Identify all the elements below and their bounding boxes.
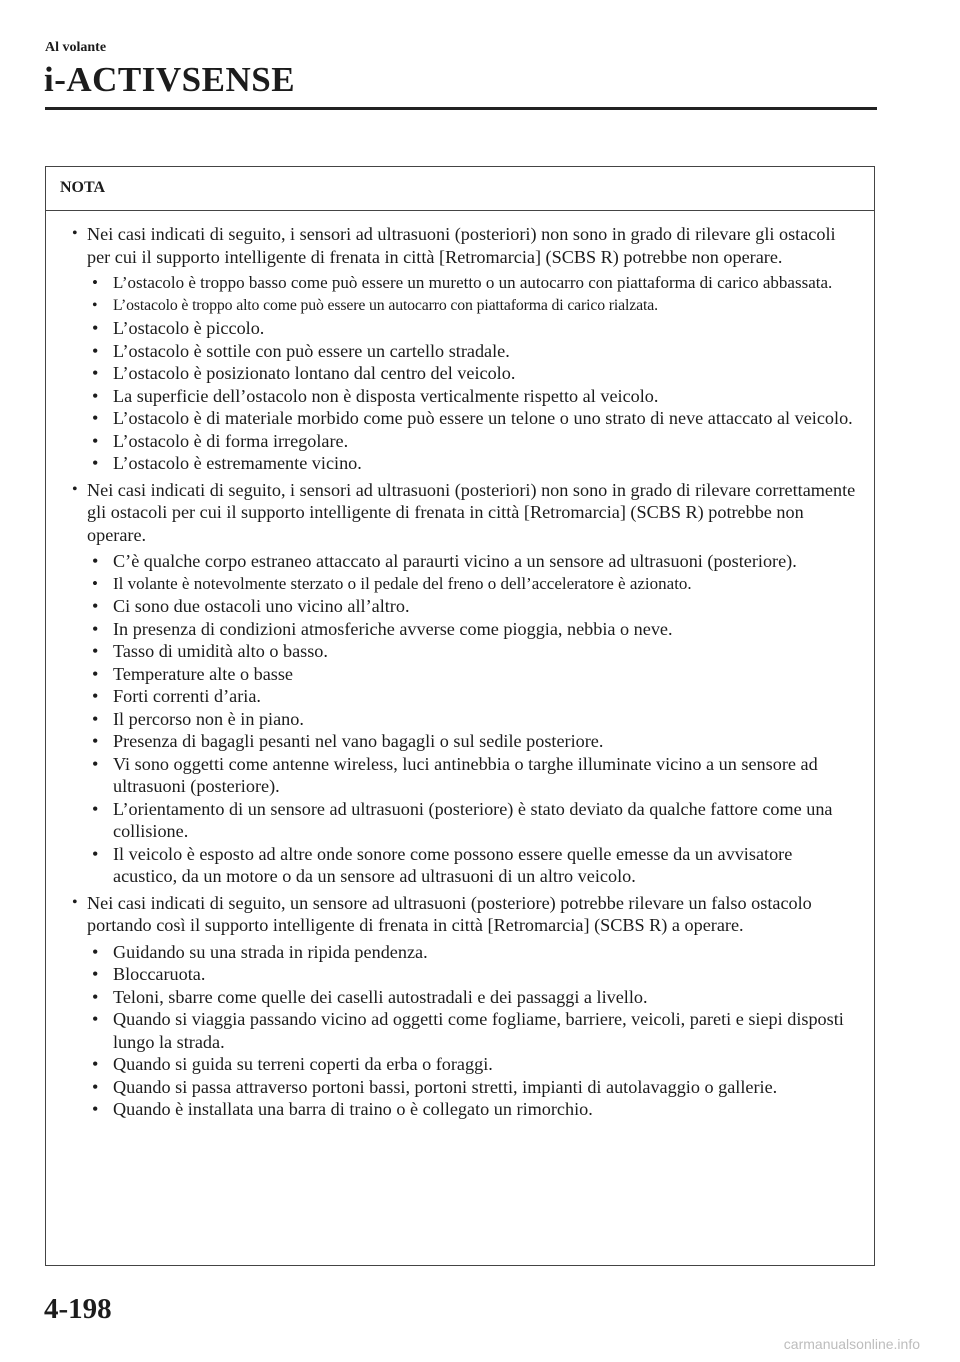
subitem-bullet-icon: • — [92, 363, 99, 383]
note-subitem — [90, 941, 856, 964]
note-subitem — [90, 798, 856, 843]
note-subitem — [90, 753, 856, 798]
item-bullet-icon: • — [72, 480, 78, 498]
subitem-bullet-icon: • — [92, 430, 99, 451]
note-subitem — [90, 963, 856, 986]
note-subitem — [90, 407, 856, 430]
note-subitem-text: Vi sono oggetti come antenne wireless, luci antinebbia o targhe illuminate vicino a un sensore ad ultrasuoni (posteriore). — [113, 753, 818, 796]
note-subitem-text: L’ostacolo è troppo alto come può essere un autocarro con piattaforma di carico rialzata. — [113, 296, 658, 314]
note-subitem-text: L’ostacolo è posizionato lontano dal centro del veicolo. — [113, 363, 516, 383]
note-subitem-text: L’ostacolo è di materiale morbido come può essere un telone o uno strato di neve attaccato al veicolo. — [113, 408, 853, 428]
item-bullet-icon: • — [72, 225, 78, 242]
subitem-bullet-icon: • — [92, 1076, 99, 1097]
note-box — [45, 166, 875, 1266]
subitem-bullet-icon: • — [92, 318, 99, 338]
note-subitem-text: Tasso di umidità alto o basso. — [113, 641, 328, 661]
watermark: carmanualsonline.info — [783, 1336, 920, 1352]
note-sublist — [87, 550, 856, 888]
note-item — [72, 479, 856, 888]
note-subitem-text: La superficie dell’ostacolo non è disposta verticalmente rispetto al veicolo. — [113, 385, 659, 406]
note-subitem-text: Il volante è notevolmente sterzato o il pedale del freno o dell’acceleratore è azionato. — [113, 573, 692, 593]
note-item — [72, 223, 856, 475]
note-subitem-text: Quando si passa attraverso portoni bassi, portoni stretti, impianti di autolavaggio o gallerie. — [113, 1076, 778, 1097]
note-subitem — [90, 317, 856, 340]
note-subitem-text: Bloccaruota. — [113, 964, 206, 984]
note-subitem-text: In presenza di condizioni atmosferiche avverse come pioggia, nebbia o neve. — [113, 618, 673, 639]
note-subitem — [90, 452, 856, 475]
page-number: 4-198 — [44, 1293, 112, 1325]
note-subitem-text: Quando si guida su terreni coperti da erba o foraggi. — [113, 1054, 493, 1074]
subitem-bullet-icon: • — [92, 708, 99, 729]
note-subitem-text: Teloni, sbarre come quelle dei caselli autostradali e dei passaggi a livello. — [113, 986, 648, 1007]
subitem-bullet-icon: • — [92, 941, 99, 962]
note-subitem-text: Temperature alte o basse — [113, 663, 294, 684]
subitem-bullet-icon: • — [92, 1099, 99, 1119]
note-subitem — [90, 663, 856, 686]
note-subitem — [90, 295, 856, 318]
note-item-text: Nei casi indicati di seguito, un sensore ad ultrasuoni (posteriore) potrebbe rilevare un falso ostacolo portando così il supporto intelligente di frenata in città [Retromarcia] (SCBS R) a operare. — [87, 892, 812, 935]
note-subitem-text: L’ostacolo è estremamente vicino. — [113, 453, 362, 473]
subitem-bullet-icon: • — [92, 731, 99, 751]
note-subitem — [90, 618, 856, 641]
note-subitem — [90, 550, 856, 573]
subitem-bullet-icon: • — [92, 408, 99, 428]
note-subitem — [90, 1076, 856, 1099]
note-subitem-text: L’ostacolo è sottile con può essere un cartello stradale. — [113, 340, 510, 361]
note-subitem — [90, 272, 856, 295]
note-subitem-text: L’ostacolo è piccolo. — [113, 318, 265, 338]
note-subitem — [90, 362, 856, 385]
subitem-bullet-icon: • — [92, 618, 99, 639]
note-item — [72, 892, 856, 1121]
note-subitem-text: C’è qualche corpo estraneo attaccato al paraurti vicino a un sensore ad ultrasuoni (posteriore). — [113, 551, 797, 571]
title-divider — [45, 107, 877, 110]
note-subitem — [90, 640, 856, 663]
note-subitem — [90, 430, 856, 453]
note-body — [46, 211, 874, 1121]
note-header: NOTA — [46, 167, 874, 211]
subitem-bullet-icon: • — [92, 986, 99, 1007]
subitem-bullet-icon: • — [92, 573, 98, 593]
subitem-bullet-icon: • — [92, 686, 99, 706]
subitem-bullet-icon: • — [92, 753, 99, 774]
note-subitem — [90, 730, 856, 753]
note-subitem — [90, 573, 856, 596]
subitem-bullet-icon: • — [92, 1009, 99, 1029]
item-bullet-icon: • — [72, 893, 78, 911]
subitem-bullet-icon: • — [92, 385, 99, 406]
subitem-bullet-icon: • — [92, 340, 99, 361]
note-subitem — [90, 708, 856, 731]
subitem-bullet-icon: • — [92, 964, 99, 984]
note-subitem-text: Quando si viaggia passando vicino ad oggetti come fogliame, barriere, veicoli, pareti e siepi disposti lungo la strada. — [113, 1009, 844, 1052]
subitem-bullet-icon: • — [92, 273, 98, 292]
page-title: i-ACTIVSENSE — [44, 60, 296, 99]
subitem-bullet-icon: • — [92, 296, 98, 314]
note-subitem — [90, 1053, 856, 1076]
note-subitem-text: Ci sono due ostacoli uno vicino all’altro. — [113, 596, 410, 616]
note-subitem — [90, 385, 856, 408]
note-subitem-text: Forti correnti d’aria. — [113, 686, 261, 706]
note-subitem-text: L’ostacolo è di forma irregolare. — [113, 430, 349, 451]
note-sublist — [87, 941, 856, 1121]
note-subitem-text: L’orientamento di un sensore ad ultrasuoni (posteriore) è stato deviato da qualche fattore come una collisione. — [113, 798, 833, 841]
subitem-bullet-icon: • — [92, 596, 99, 616]
subitem-bullet-icon: • — [92, 1054, 99, 1074]
note-item-text: Nei casi indicati di seguito, i sensori ad ultrasuoni (posteriori) non sono in grado di rilevare correttamente gli ostacoli per cui il supporto intelligente di frenata in città [Retromarcia] (SCBS R) potrebbe non operare. — [87, 479, 856, 545]
note-subitem — [90, 595, 856, 618]
note-subitem-text: Quando è installata una barra di traino o è collegato un rimorchio. — [113, 1099, 593, 1119]
subitem-bullet-icon: • — [92, 798, 99, 819]
note-subitem — [90, 340, 856, 363]
note-subitem — [90, 1008, 856, 1053]
section-label: Al volante — [45, 40, 107, 55]
note-subitem — [90, 986, 856, 1009]
note-subitem-text: L’ostacolo è troppo basso come può essere un muretto o un autocarro con piattaforma di carico abbassata. — [113, 273, 833, 292]
note-subitem-text: Il veicolo è esposto ad altre onde sonore come possono essere quelle emesse da un avvisatore acustico, da un motore o da un sensore ad ultrasuoni di un altro veicolo. — [113, 843, 793, 886]
subitem-bullet-icon: • — [92, 663, 99, 684]
note-subitem-text: Presenza di bagagli pesanti nel vano bagagli o sul sedile posteriore. — [113, 731, 604, 751]
subitem-bullet-icon: • — [92, 551, 99, 571]
note-subitem-text: Il percorso non è in piano. — [113, 708, 304, 729]
subitem-bullet-icon: • — [92, 453, 99, 473]
note-item-text: Nei casi indicati di seguito, i sensori ad ultrasuoni (posteriori) non sono in grado di rilevare gli ostacoli per cui il supporto intelligente di frenata in città [Retromarcia] (SCBS R) potrebbe non operare. — [87, 224, 836, 267]
note-subitem — [90, 843, 856, 888]
note-subitem — [90, 1098, 856, 1121]
note-subitem — [90, 685, 856, 708]
subitem-bullet-icon: • — [92, 843, 99, 864]
note-sublist — [87, 272, 856, 475]
note-subitem-text: Guidando su una strada in ripida pendenza. — [113, 941, 428, 962]
subitem-bullet-icon: • — [92, 641, 99, 661]
